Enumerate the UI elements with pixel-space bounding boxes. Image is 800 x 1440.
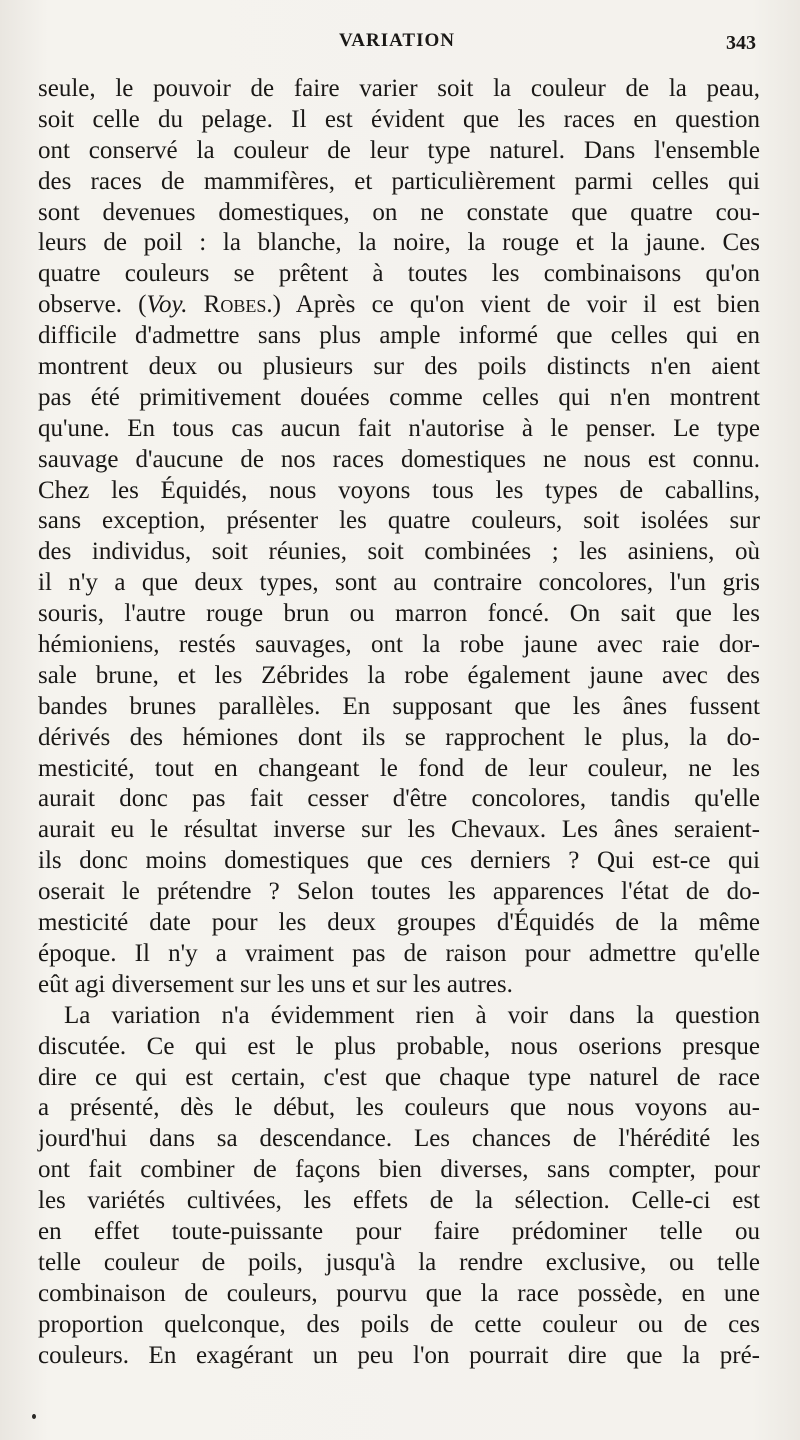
text-line: observe. (Voy. Robes.) Après ce qu'on vient de voir il est bien	[38, 291, 760, 319]
text-line: ils donc moins domestiques que ces derniers ? Qui est-ce qui	[38, 847, 760, 875]
text-line: proportion quelconque, des poils de cette couleur ou de ces	[38, 1310, 760, 1338]
ink-speck	[32, 1414, 36, 1419]
paragraph-2	[38, 1001, 760, 1372]
paragraph-1	[38, 74, 760, 1001]
text-line: en effet toute-puissante pour faire prédominer telle ou	[38, 1217, 760, 1245]
text-line: mesticité date pour les deux groupes d'Équidés de la même	[38, 909, 760, 937]
text-line: eût agi diversement sur les uns et sur les autres.	[38, 970, 513, 998]
text-line: sauvage d'aucune de nos races domestiques ne nous est connu.	[38, 445, 760, 473]
text-line: des individus, soit réunies, soit combinées ; les asiniens, où	[38, 538, 760, 566]
text-line: hémioniens, restés sauvages, ont la robe jaune avec raie dor-	[38, 631, 760, 659]
text-line: soit celle du pelage. Il est évident que les races en question	[38, 105, 760, 133]
text-line: Chez les Équidés, nous voyons tous les types de caballins,	[38, 476, 760, 504]
text-line: leurs de poil : la blanche, la noire, la rouge et la jaune. Ces	[38, 229, 760, 257]
text-line: discutée. Ce qui est le plus probable, nous oserions presque	[38, 1032, 760, 1060]
body-text	[38, 74, 760, 1371]
running-head: VARIATION	[339, 30, 455, 51]
text-line: souris, l'autre rouge brun ou marron foncé. On sait que les	[38, 600, 760, 628]
text-line: dérivés des hémiones dont ils se rapprochent le plus, la do-	[38, 723, 760, 751]
text-line: aurait eu le résultat inverse sur les Chevaux. Les ânes seraient-	[38, 816, 760, 844]
text-line: époque. Il n'y a vraiment pas de raison pour admettre qu'elle	[38, 939, 760, 967]
text-line: sont devenues domestiques, on ne constate que quatre cou-	[38, 198, 760, 226]
page-header	[38, 30, 756, 60]
text-line: oserait le prétendre ? Selon toutes les apparences l'état de do-	[38, 878, 760, 906]
text-line: ont conservé la couleur de leur type naturel. Dans l'ensemble	[38, 136, 760, 164]
text-line: bandes brunes parallèles. En supposant que les ânes fussent	[38, 692, 760, 720]
text-line: qu'une. En tous cas aucun fait n'autorise à le penser. Le type	[38, 414, 760, 442]
text-line: pas été primitivement douées comme celles qui n'en montrent	[38, 383, 760, 411]
text-line: telle couleur de poils, jusqu'à la rendre exclusive, ou telle	[38, 1248, 760, 1276]
text-line: il n'y a que deux types, sont au contraire concolores, l'un gris	[38, 569, 760, 597]
text-line: combinaison de couleurs, pourvu que la race possède, en une	[38, 1279, 760, 1307]
text-line: les variétés cultivées, les effets de la sélection. Celle-ci est	[38, 1187, 760, 1215]
text-line: difficile d'admettre sans plus ample informé que celles qui en	[38, 322, 760, 350]
text-line: sale brune, et les Zébrides la robe également jaune avec des	[38, 661, 760, 689]
text-line: quatre couleurs se prêtent à toutes les combinaisons qu'on	[38, 260, 760, 288]
text-line: montrent deux ou plusieurs sur des poils distincts n'en aient	[38, 353, 760, 381]
text-line: seule, le pouvoir de faire varier soit la couleur de la peau,	[38, 75, 760, 102]
text-line: mesticité, tout en changeant le fond de leur couleur, ne les	[38, 754, 760, 782]
text-line: couleurs. En exagérant un peu l'on pourrait dire que la pré-	[38, 1341, 760, 1369]
text-line: jourd'hui dans sa descendance. Les chances de l'hérédité les	[38, 1125, 760, 1153]
text-line: ont fait combiner de façons bien diverses, sans compter, pour	[38, 1156, 760, 1184]
text-line: aurait donc pas fait cesser d'être concolores, tandis qu'elle	[38, 785, 760, 813]
text-line: dire ce qui est certain, c'est que chaque type naturel de race	[38, 1063, 760, 1091]
page-number: 343	[726, 32, 756, 54]
text-line: des races de mammifères, et particulièrement parmi celles qui	[38, 167, 760, 195]
text-line: a présenté, dès le début, les couleurs que nous voyons au-	[38, 1094, 760, 1122]
text-line: La variation n'a évidemment rien à voir dans la question	[64, 1001, 760, 1029]
text-line: sans exception, présenter les quatre couleurs, soit isolées sur	[38, 507, 760, 535]
